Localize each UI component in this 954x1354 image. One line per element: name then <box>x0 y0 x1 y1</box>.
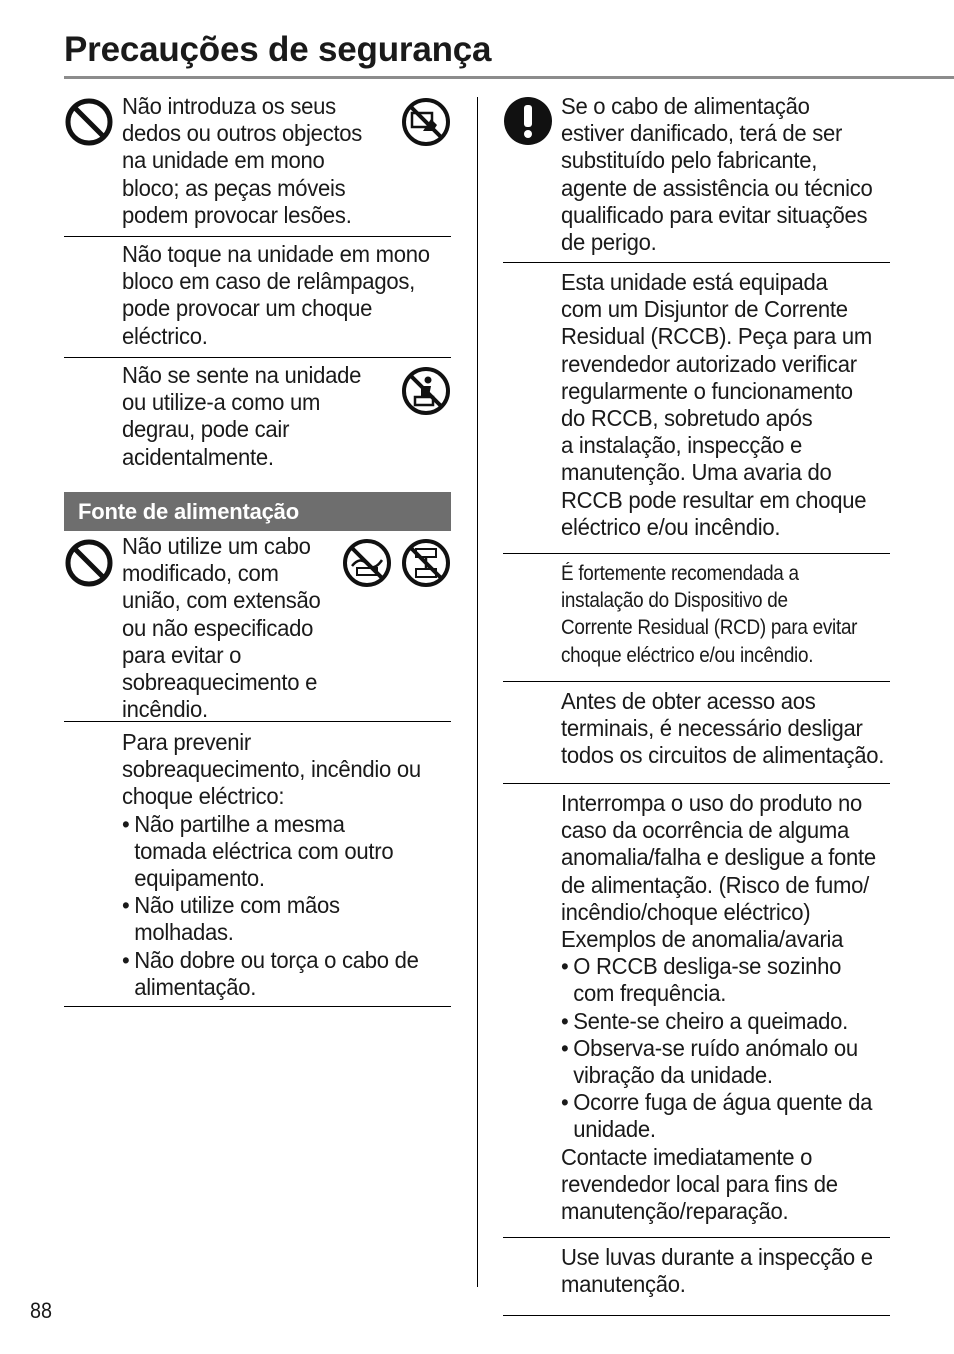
warning-damaged-cable <box>503 93 890 263</box>
list-item: • Ocorre fuga de água quente da unidade. <box>561 1089 889 1143</box>
warning-rcd <box>503 560 890 682</box>
bullet-list <box>561 953 889 1143</box>
warning-text: Para prevenir sobreaquecimento, incêndio ou choque eléctrico: • Não partilhe a mesma tomada eléctrica com outro equipamento. • Não utilize com mãos molhadas. • Não dobre ou torça o cabo de alimentação. <box>122 729 450 1001</box>
no-fingers-icon <box>401 97 451 147</box>
prohibition-icon <box>64 97 114 147</box>
list-item: • Não dobre ou torça o cabo de alimentação. <box>122 947 450 1001</box>
warning-anomaly <box>503 790 890 1238</box>
warning-lightning <box>64 237 451 358</box>
list-item: • Sente-se cheiro a queimado. <box>561 1008 889 1035</box>
warning-rccb <box>503 269 890 554</box>
left-column <box>64 93 451 1007</box>
page-number: 88 <box>30 1298 53 1323</box>
warning-text: Interrompa o uso do produto no caso da ocorrência de alguma anomalia/falha e desligue a fonte de alimentação. (Risco de fumo/ incêndio/choque eléctrico) Exemplos de anomalia/avaria • O RCCB desliga-se sozinho com frequência. • Sente-se cheiro a queimado. • Observa-se ruído anómalo ou vibração da unidade. • Ocorre fuga de água quente da unidade. Contacte imediatamente o revendedor local para fins de manutenção/reparação. <box>561 790 889 1225</box>
warning-text: Esta unidade está equipada com um Disjuntor de Corrente Residual (RCCB). Peça para um revendedor autorizado verificar regularmente o funcionamento do RCCB, sobretudo após a instalação, inspecção e manutenção. Uma avaria do RCCB pode resultar em choque eléctrico e/ou incêndio. <box>561 269 873 540</box>
warning-text: Não utilize um cabo modificado, com união, com extensão ou não especificado para evitar o sobreaquecimento e incêndio. <box>122 533 321 723</box>
column-divider <box>477 97 478 1287</box>
list-item: • O RCCB desliga-se sozinho com frequência. <box>561 953 889 1007</box>
warning-text: Use luvas durante a inspecção e manutenção. <box>561 1244 873 1298</box>
no-sitting-icon <box>401 366 451 416</box>
title-rule <box>64 76 954 79</box>
list-item: • Não utilize com mãos molhadas. <box>122 892 450 946</box>
warning-sitting <box>64 358 451 473</box>
exclamation-icon <box>503 96 553 146</box>
list-item: • Observa-se ruído anómalo ou vibração da unidade. <box>561 1035 889 1089</box>
warning-terminals <box>503 688 890 784</box>
section-header: Fonte de alimentação <box>64 492 451 531</box>
warning-text: Não introduza os seus dedos ou outros objectos na unidade em mono bloco; as peças móveis podem provocar lesões. <box>122 93 363 228</box>
warning-modified-cable <box>64 533 451 722</box>
bullet-list <box>122 811 450 1001</box>
warning-text: Não toque na unidade em mono bloco em caso de relâmpagos, pode provocar um choque eléctrico. <box>122 241 430 349</box>
no-modified-cable-icon <box>401 538 451 588</box>
warning-text: Não se sente na unidade ou utilize-a como um degrau, pode cair acidentalmente. <box>122 362 362 470</box>
right-column <box>503 93 890 1316</box>
warning-text: Se o cabo de alimentação estiver danificado, terá de ser substituído pelo fabricante, agente de assistência ou técnico qualificado para evitar situações de perigo. <box>561 93 873 256</box>
warning-text: Antes de obter acesso aos terminais, é necessário desligar todos os circuitos de alimentação. <box>561 688 885 769</box>
warning-overheating <box>64 722 451 1007</box>
no-extension-cord-icon <box>342 538 392 588</box>
page-title: Precauções de segurança <box>64 30 492 69</box>
list-item: • Não partilhe a mesma tomada eléctrica com outro equipamento. <box>122 811 450 893</box>
warning-text: É fortemente recomendada a instalação do Dispositivo de Corrente Residual (RCD) para evitar choque eléctrico e/ou incêndio. <box>561 562 858 667</box>
warning-gloves <box>503 1244 890 1316</box>
prohibition-icon <box>64 538 114 588</box>
warning-fingers <box>64 93 451 237</box>
